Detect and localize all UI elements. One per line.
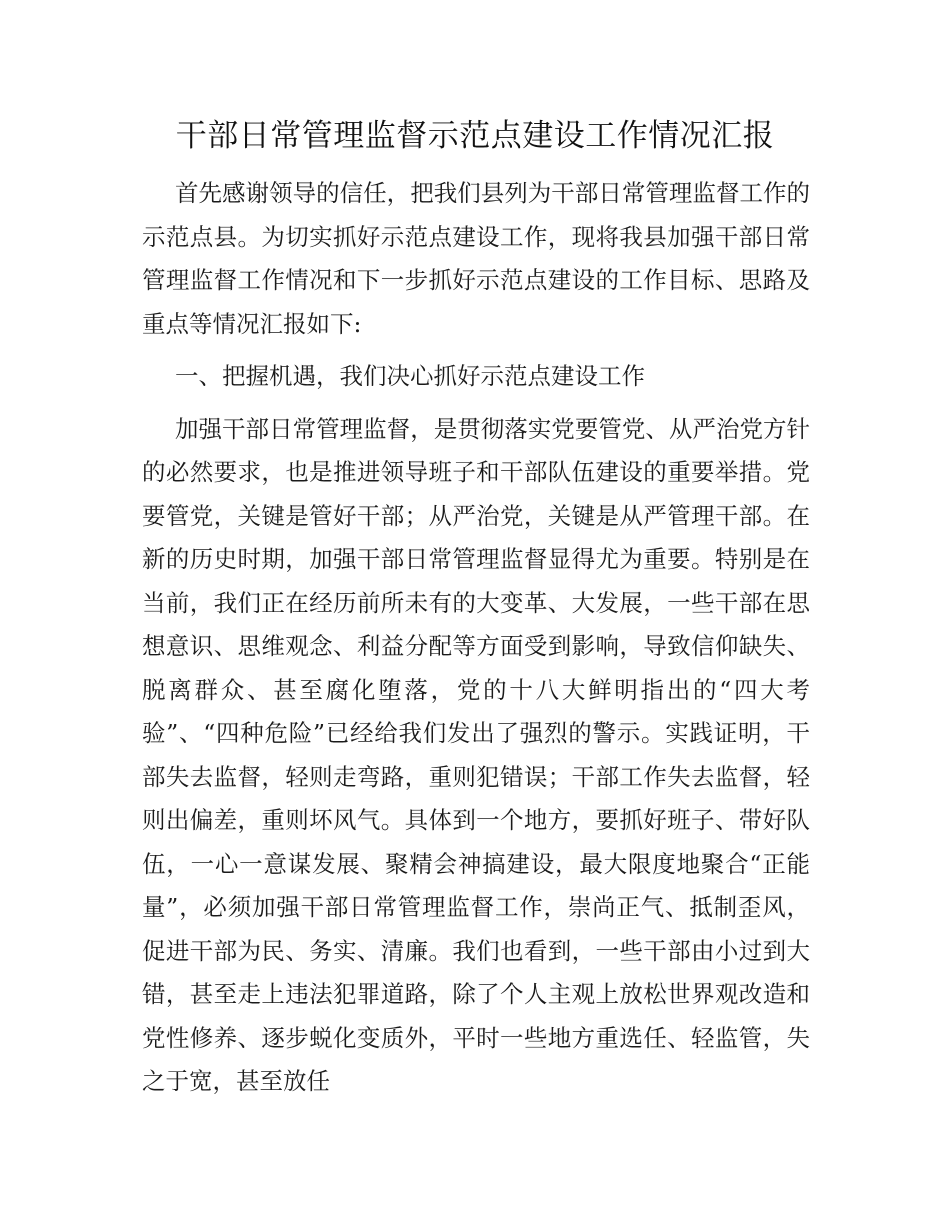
document-title: 干部日常管理监督示范点建设工作情况汇报 — [175, 118, 775, 154]
body-paragraph-1: 加强干部日常管理监督，是贯彻落实党要管党、从严治党方针的必然要求，也是推进领导班子和干部队伍建设的重要举措。党要管党，关键是管好干部；从严治党，关键是从严管理干部。在新的历史时期，加强干部日常管理监督显得尤为重要。特别是在当前，我们正在经历前所未有的大变革、大发展，一些干部在思想意识、思维观念、利益分配等方面受到影响，导致信仰缺失、脱离群众、甚至腐化堕落，党的十八大鲜明指出的“四大考验”、“四种危险”已经给我们发出了强烈的警示。实践证明，干部失去监督，轻则走弯路，重则犯错误；干部工作失去监督，轻则出偏差，重则坏风气。具体到一个地方，要抓好班子、带好队伍，一心一意谋发展、聚精会神搞建设，最大限度地聚合“正能量”，必须加强干部日常管理监督工作，崇尚正气、抵制歪风，促进干部为民、务实、清廉。我们也看到，一些干部由小过到大错，甚至走上违法犯罪道路，除了个人主观上放松世界观改造和党性修养、逐步蜕化变质外，平时一些地方重选任、轻监管，失之于宽，甚至放任 — [142, 414, 810, 1095]
document-body — [142, 172, 810, 1104]
section-heading-1: 一、把握机遇，我们决心抓好示范点建设工作 — [175, 362, 645, 390]
intro-paragraph: 首先感谢领导的信任，把我们县列为干部日常管理监督工作的示范点县。为切实抓好示范点建设工作，现将我县加强干部日常管理监督工作情况和下一步抓好示范点建设的工作目标、思路及重点等情况汇报如下: — [142, 179, 810, 338]
